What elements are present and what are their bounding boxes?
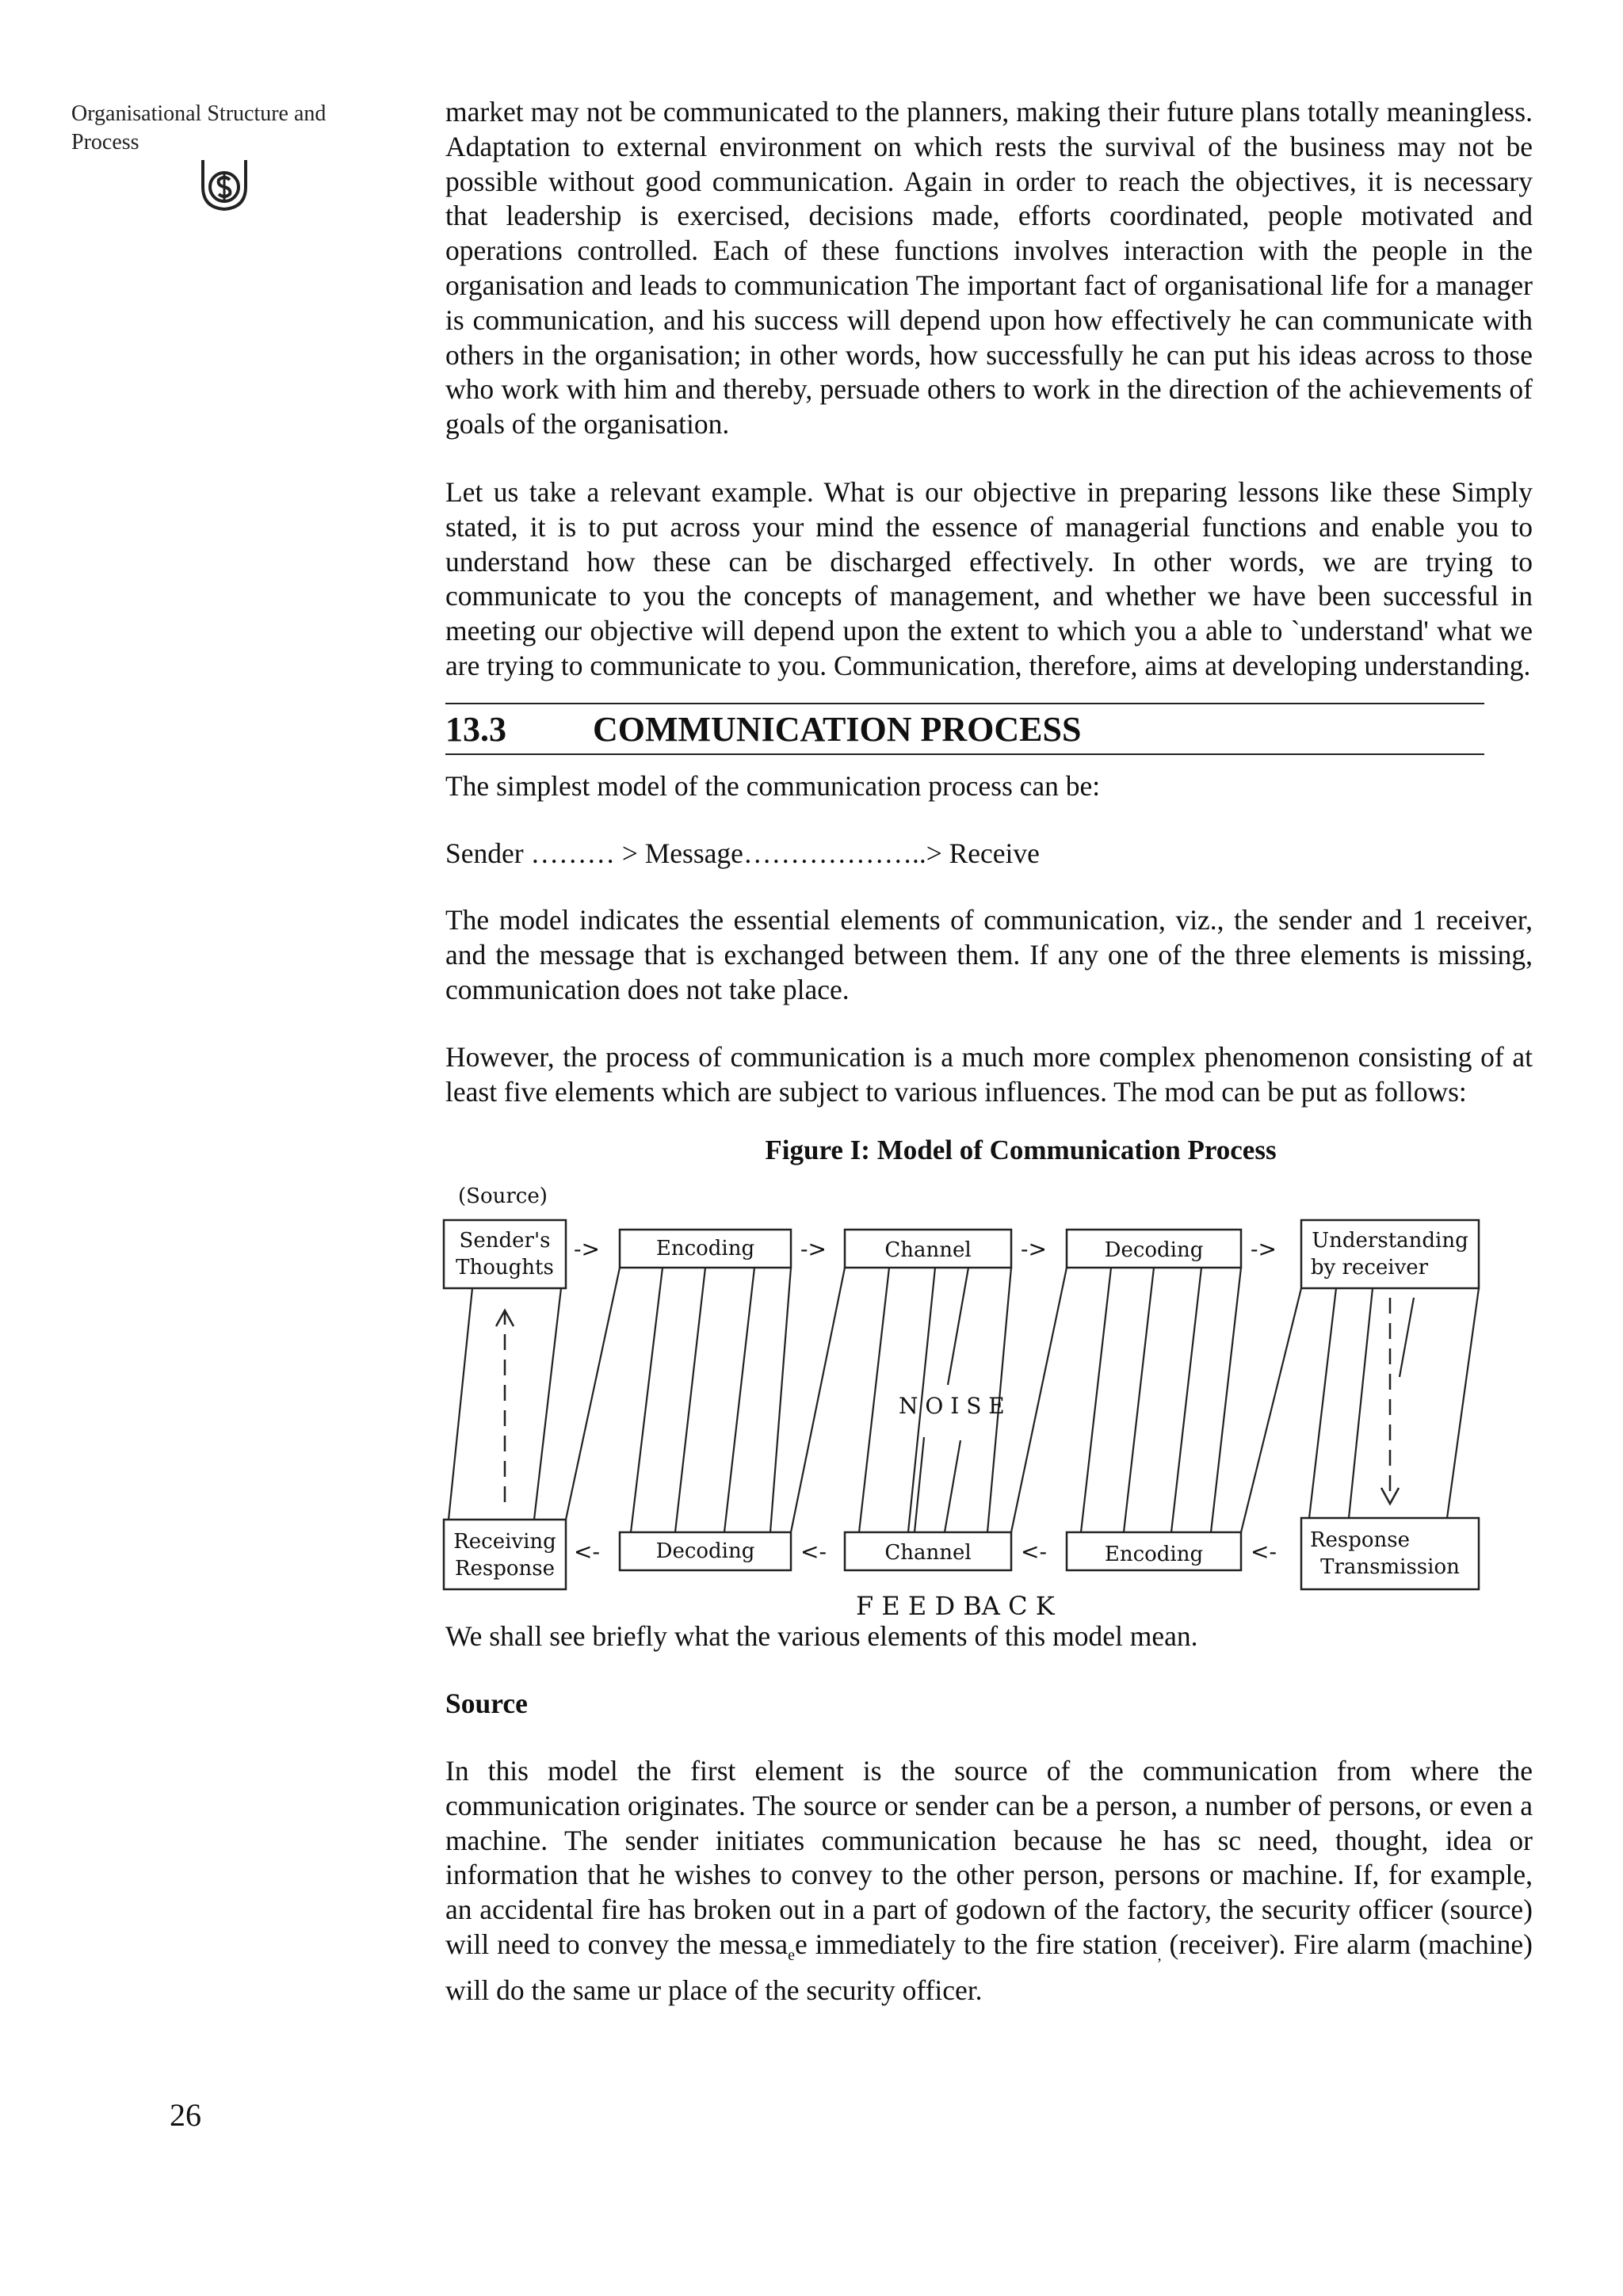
senders-thoughts-line2: Thoughts: [456, 1256, 554, 1280]
source-heading: Source: [445, 1688, 528, 1720]
understanding-line1: Understanding: [1312, 1229, 1468, 1253]
figure-title: Figure I: Model of Communication Process: [765, 1135, 1277, 1166]
section-number: 13.3: [445, 709, 506, 749]
understanding-line2: by receiver: [1310, 1256, 1429, 1280]
source-paragraph-end: (receiver). Fire alarm (machine) will do the same ur place of the security officer.: [445, 1928, 1533, 2006]
complex-paragraph: However, the process of communication is a much more complex phenomenon consisting of at least five elements which are subject to various influences. The mod can be put as follows:: [445, 1040, 1533, 1108]
response-transmission-line1: Response: [1309, 1528, 1411, 1553]
bottom-decoding-label: Decoding: [655, 1539, 755, 1564]
arrow-left-4: <-: [1251, 1539, 1277, 1566]
page-number: 26: [170, 2097, 201, 2133]
arrow-right-4: ->: [1251, 1236, 1277, 1263]
communication-process-diagram: [441, 1171, 1487, 1615]
arrow-right-3: ->: [1021, 1236, 1047, 1263]
main-content: [445, 95, 1533, 2008]
section-heading: [445, 703, 1484, 755]
response-transmission-line2: Transmission: [1320, 1555, 1460, 1580]
intro-paragraph: market may not be communicated to the planners, making their future plans totally meaningless. Adaptation to external environment on which rests the survival of the business may not be possible without good communication. Again in order to reach the objectives, it is necessary that leadership is exercised, decisions made, efforts coordinated, people motivated and operations controlled. Each of these functions involves interaction with the people in the organisation and leads to communication The important fact of organisational life for a manager is communication, and his success will depend upon how effectively he can communicate with others in the organisation; in other words, how successfully he can put his ideas across to those who work with him and thereby, persuade others to work in the direction of the achievements of goals of the organisation.: [445, 96, 1533, 441]
model-paragraph: The model indicates the essential elements of communication, viz., the sender and 1 receiver, and the message that is exchanged between them. If any one of the three elements is missing, communication does not take place.: [445, 904, 1533, 1005]
top-encoding-label: Encoding: [655, 1237, 755, 1261]
elements-intro: We shall see briefly what the various elements of this model mean.: [445, 1620, 1198, 1653]
source-label: (Source): [458, 1184, 548, 1209]
arrow-left-2: <-: [800, 1539, 827, 1566]
simple-model-intro: The simplest model of the communication process can be:: [445, 769, 1101, 802]
source-paragraph-subscript: e: [788, 1947, 795, 1964]
top-decoding-label: Decoding: [1104, 1238, 1204, 1263]
arrow-left-3: <-: [1021, 1539, 1047, 1566]
example-paragraph: Let us take a relevant example. What is our objective in preparing lessons like these Simply stated, it is to put across your mind the essence of managerial functions and enable you to understand how these can be discharged effectively. In other words, we are trying to communicate to you the concepts of management, and whether we have been successful in meeting our objective will depend upon the extent to which you a able to `understand' what we are trying to communicate to you. Communication, therefore, aims at developing understanding.: [445, 475, 1533, 681]
source-paragraph-tail: e immediately to the fire station: [794, 1928, 1158, 1960]
university-logo-icon: [197, 155, 252, 212]
bottom-channel-label: Channel: [884, 1541, 972, 1566]
running-header: Organisational Structure and Process: [71, 101, 327, 154]
arrow-right-1: ->: [574, 1236, 600, 1263]
noise-label: N O I S E: [899, 1393, 1005, 1420]
receiving-response-line1: Receiving: [453, 1530, 556, 1554]
receiving-response-line2: Response: [454, 1557, 556, 1581]
senders-thoughts-line1: Sender's: [459, 1229, 551, 1253]
source-paragraph-mark: ,: [1157, 1947, 1162, 1964]
source-paragraph: [445, 1754, 1533, 2008]
source-paragraph-text: In this model the first element is the source of the communication from where the communication originates. The source or sender can be a person, a number of persons, or even a machine. The sender initiates communication because he has sc need, thought, idea or information that he wishes to convey to the other person, persons or machine. If, for example, an accidental fire has broken out in a part of godown of the factory, the security officer (source) will need to convey the messa: [445, 1754, 1533, 1960]
simple-model-line: Sender ……… > Message………………..> Receive: [445, 837, 1040, 869]
feedback-label: F E E D BA C K: [856, 1591, 1055, 1615]
bottom-encoding-label: Encoding: [1104, 1543, 1204, 1567]
top-channel-label: Channel: [884, 1238, 972, 1263]
section-title: COMMUNICATION PROCESS: [593, 709, 1082, 749]
arrow-left-1: <-: [574, 1539, 600, 1566]
arrow-right-2: ->: [800, 1236, 827, 1263]
